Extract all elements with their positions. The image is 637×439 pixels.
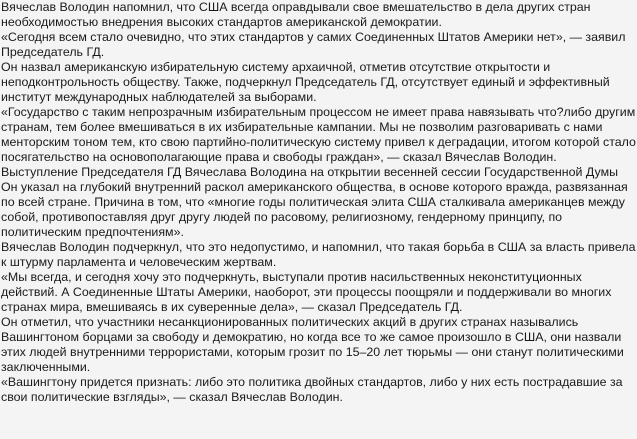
article-paragraph-7: Вячеслав Володин подчеркнул, что это недопустимо, и напомнил, что такая борьба в США за власть привела к штурму парламента и человеческим жертвам. bbox=[1, 240, 636, 269]
article-paragraph-2: «Сегодня всем стало очевидно, что этих стандартов у самих Соединенных Штатов Америки нет», — заявил Председатель ГД. bbox=[1, 30, 626, 59]
article-paragraph-4: «Государство с таким непрозрачным избирательным процессом не имеет права навязывать что?либо другим странам, тем более вмешиваться в их избирательные кампании. Мы не позволим разговаривать с нами менторским тоном тем, кто свою партийно-политическую систему привел к деградации, итогом которой стало посягательство на основополагающие права и свободы граждан», — сказал Вячеслав Володин. bbox=[1, 105, 636, 164]
article-paragraph-6: Он указал на глубокий внутренний раскол американского общества, в основе которого вражда, развязанная по всей стране. Причина в том, что «многие годы политическая элита США сталкивала американцев между собой, противопоставляя друг другу людей по расовому, религиозному, гендерному принципу, по политическим предпочтениям». bbox=[1, 180, 628, 239]
article-paragraph-3: Он назвал американскую избирательную систему архаичной, отметив отсутствие открытости и неподконтрольность обществу. Также, подчеркнул Председатель ГД, отсутствует единый и эффективный институт международных наблюдателей за выборами. bbox=[1, 60, 610, 104]
article-paragraph-8: «Мы всегда, и сегодня хочу это подчеркнуть, выступали против насильственных неконституционных действий. А Соединенные Штаты Америки, наоборот, эти процессы поощряли и поддерживали во многих странах мира, вмешиваясь в их суверенные дела», — сказал Председатель ГД. bbox=[1, 270, 612, 314]
article-paragraph-10: «Вашингтону придется признать: либо это политика двойных стандартов, либо у них есть пострадавшие за свои политические взгляды», — сказал Вячеслав Володин. bbox=[1, 375, 623, 404]
article-paragraph-1: Вячеслав Володин напомнил, что США всегда оправдывали свое вмешательство в дела других стран необходимостью внедрения высоких стандартов американской демократии. bbox=[1, 0, 591, 29]
article-paragraph-9: Он отметил, что участники несанкционированных политических акций в других странах назывались Вашингтоном борцами за свободу и демократию, но когда все то же самое произошло в США, они назвали этих людей внутренними террористами, которым грозит по 15–20 лет тюрьмы — они станут политическими заключенными. bbox=[1, 315, 624, 374]
video-caption: Выступление Председателя ГД Вячеслава Володина на открытии весенней сессии Государственной Думы bbox=[1, 165, 619, 179]
